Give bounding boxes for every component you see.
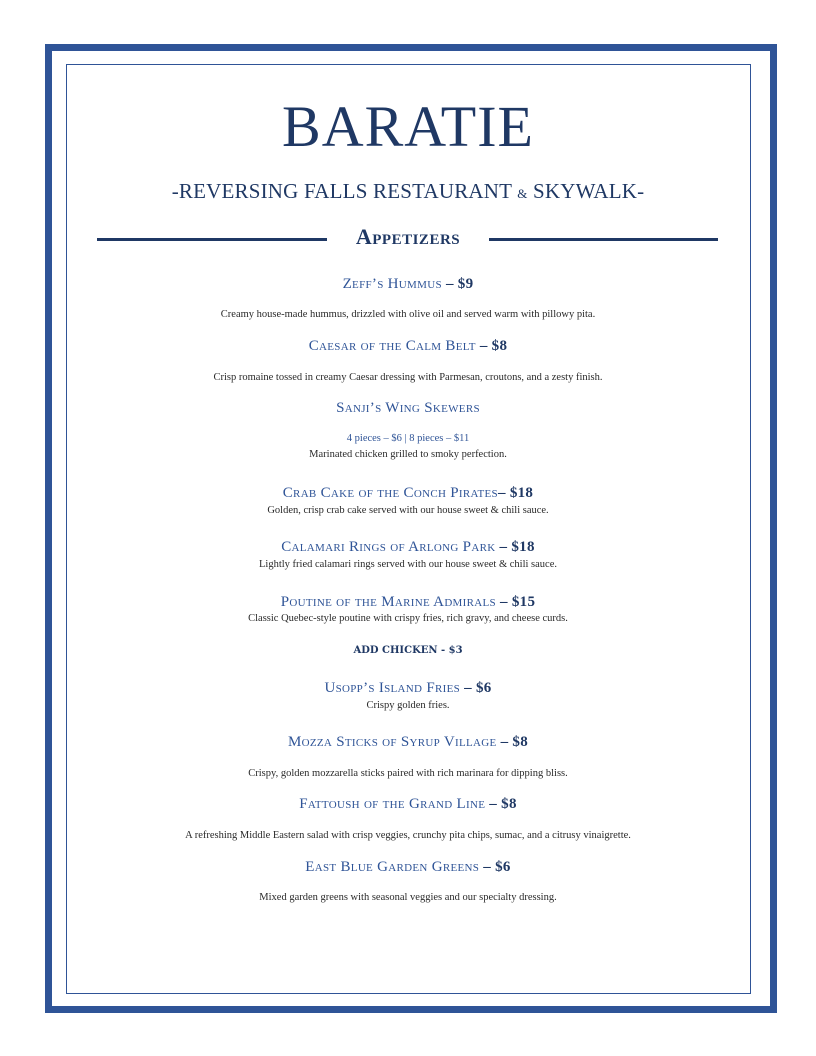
restaurant-name: BARATIE — [282, 94, 534, 159]
menu-item-name — [0, 797, 816, 812]
item-title: East Blue Garden Greens — [305, 859, 480, 875]
item-title: Poutine of the Marine Admirals — [280, 594, 496, 610]
menu-item-description: Crispy golden fries. — [366, 700, 450, 711]
item-title: Zeff’s Hummus — [342, 276, 442, 292]
menu-item-description: Creamy house-made hummus, drizzled with olive oil and served warm with pillowy pita. — [220, 309, 596, 320]
item-price: – $15 — [500, 594, 536, 610]
menu-item-addon: ADD CHICKEN - $3 — [353, 645, 463, 656]
item-price: – $8 — [479, 338, 508, 354]
item-title: Crab Cake of the Conch Pirates — [282, 485, 498, 501]
item-price: – $6 — [464, 680, 492, 696]
item-title: Calamari Rings of Arlong Park — [281, 539, 496, 555]
subtitle-part-a: -REVERSING FALLS RESTAURANT — [171, 179, 512, 203]
item-title: Caesar of the Calm Belt — [308, 338, 476, 354]
menu-item-description: Classic Quebec-style poutine with crispy fries, rich gravy, and cheese curds. — [248, 613, 568, 624]
inner-border — [66, 64, 751, 994]
menu-item-name — [0, 595, 816, 610]
menu-item-name — [0, 540, 816, 555]
subtitle-ampersand: & — [517, 186, 528, 201]
item-price: – $8 — [500, 734, 529, 750]
menu-item-name — [0, 401, 816, 416]
item-title: Fattoush of the Grand Line — [299, 796, 486, 812]
item-title: Usopp’s Island Fries — [324, 680, 461, 696]
menu-item-name — [0, 277, 816, 292]
subtitle-part-b: SKYWALK- — [533, 179, 645, 203]
menu-item-name — [0, 486, 816, 501]
menu-item-description: Mixed garden greens with seasonal veggies and our specialty dressing. — [259, 892, 557, 903]
menu-item-description: Golden, crisp crab cake served with our house sweet & chili sauce. — [267, 505, 549, 516]
item-price: – $18 — [499, 539, 535, 555]
menu-item-name — [0, 860, 816, 875]
menu-item-name — [0, 339, 816, 354]
menu-item-sizes: 4 pieces – $6 | 8 pieces – $11 — [346, 433, 470, 444]
menu-item-name — [0, 681, 816, 696]
item-title: Sanji’s Wing Skewers — [336, 400, 480, 416]
menu-item-description: A refreshing Middle Eastern salad with crisp veggies, crunchy pita chips, sumac, and a citrusy vinaigrette. — [185, 830, 631, 841]
section-rule-right — [489, 238, 718, 241]
item-price: – $9 — [445, 276, 474, 292]
menu-item-description: Crisp romaine tossed in creamy Caesar dressing with Parmesan, croutons, and a zesty finish. — [213, 372, 603, 383]
menu-item-description: Marinated chicken grilled to smoky perfection. — [309, 449, 507, 460]
section-title: Appetizers — [355, 224, 461, 249]
restaurant-subtitle — [0, 181, 816, 202]
menu-item-description: Crispy, golden mozzarella sticks paired with rich marinara for dipping bliss. — [248, 768, 568, 779]
item-title: Mozza Sticks of Syrup Village — [287, 734, 497, 750]
item-price: – $6 — [483, 859, 511, 875]
item-price: – $18 — [497, 485, 534, 501]
menu-item-name — [0, 735, 816, 750]
menu-item-description: Lightly fried calamari rings served with our house sweet & chili sauce. — [259, 559, 557, 570]
item-price: – $8 — [489, 796, 517, 812]
